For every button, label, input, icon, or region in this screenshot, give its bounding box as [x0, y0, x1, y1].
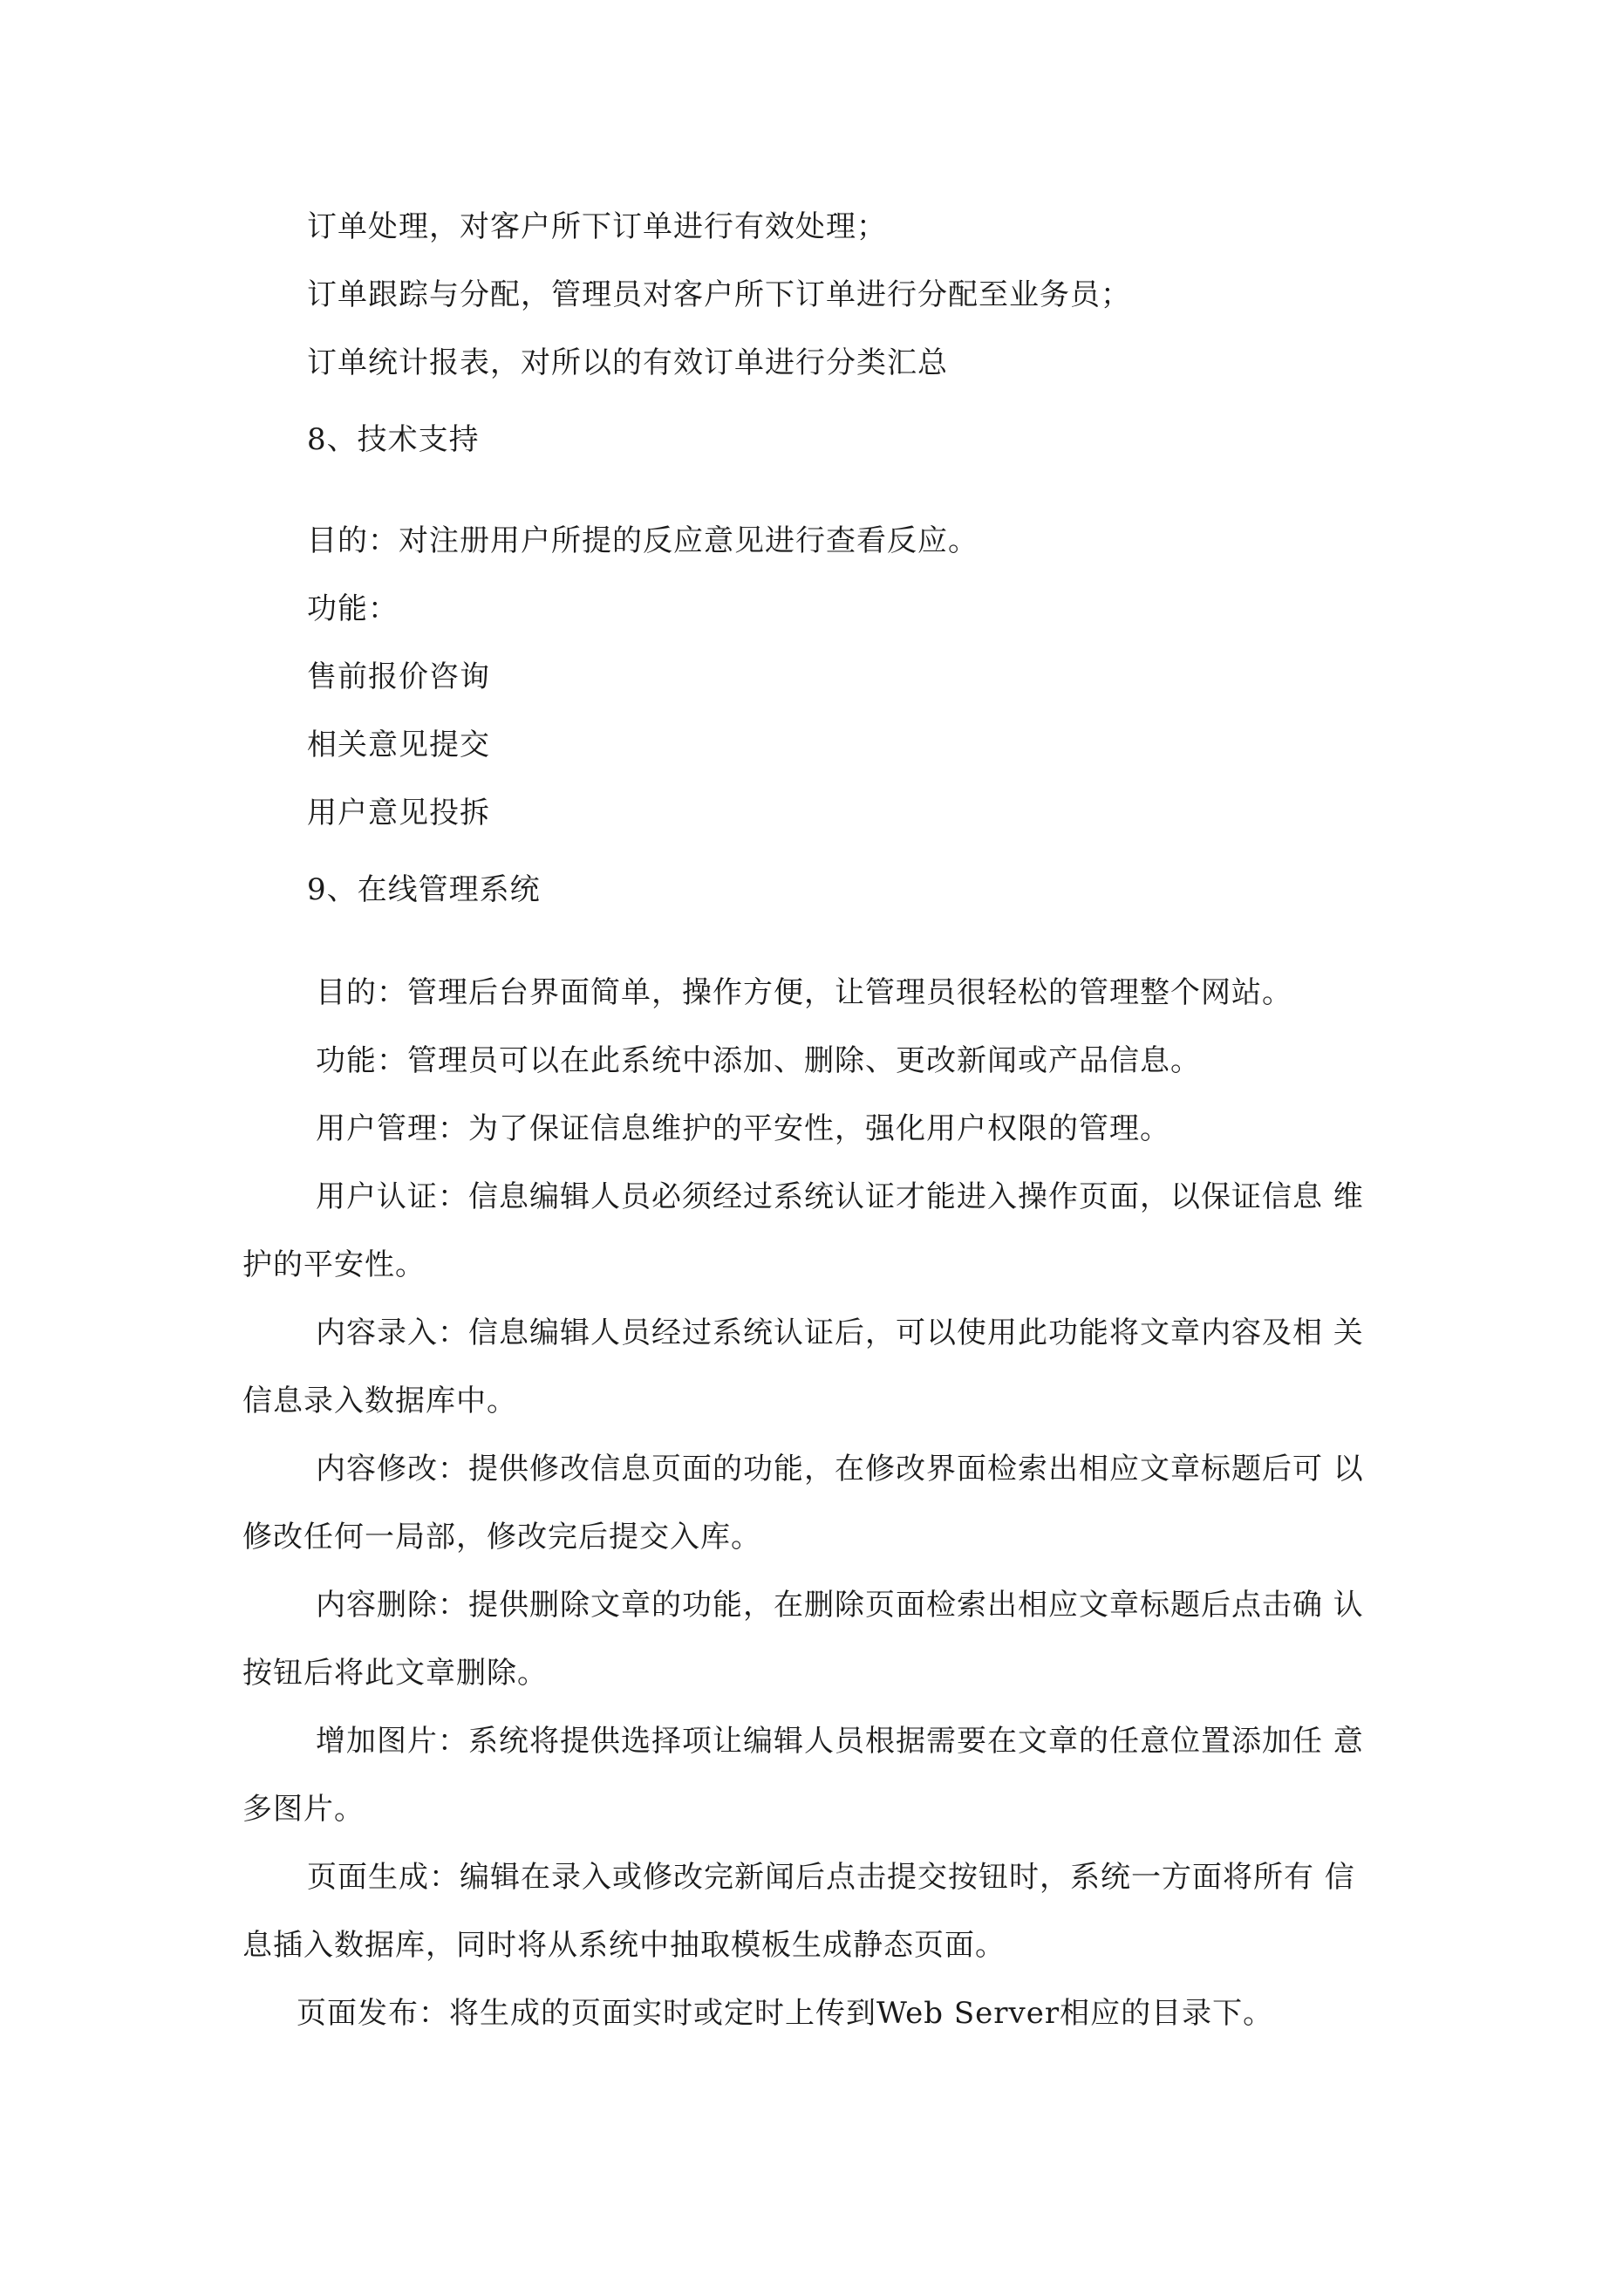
paragraph-line: 修改任何一局部，修改完后提交入库。 — [242, 1520, 761, 1555]
paragraph-line: 息插入数据库，同时将从系统中抽取模板生成静态页面。 — [242, 1928, 1006, 1963]
text-line: 用户管理：为了保证信息维护的平安性，强化用户权限的管理。 — [316, 1111, 1170, 1146]
paragraph-line: 内容修改：提供修改信息页面的功能，在修改界面检索出相应文章标题后可 以 — [316, 1452, 1364, 1486]
list-item: 售前报价咨询 — [307, 659, 490, 694]
paragraph-line: 护的平安性。 — [242, 1247, 426, 1282]
text-line: 目的：管理后台界面简单，操作方便，让管理员很轻松的管理整个网站。 — [316, 975, 1292, 1010]
paragraph-line: 用户认证：信息编辑人员必须经过系统认证才能进入操作页面，以保证信息 维 — [316, 1179, 1364, 1214]
text-line: 订单跟踪与分配，管理员对客户所下订单进行分配至业务员； — [307, 277, 1131, 312]
text-line: 目的：对注册用户所提的反应意见进行查看反应。 — [307, 523, 979, 558]
paragraph-line: 增加图片：系统将提供选择项让编辑人员根据需要在文章的任意位置添加任 意 — [316, 1724, 1364, 1759]
text-line: 页面发布：将生成的页面实时或定时上传到Web Server相应的目录下。 — [297, 1996, 1274, 2031]
list-item: 用户意见投拆 — [307, 796, 490, 830]
section-heading: 8、技术支持 — [307, 422, 480, 457]
paragraph-line: 信息录入数据库中。 — [242, 1384, 517, 1418]
text-line: 订单统计报表，对所以的有效订单进行分类汇总 — [307, 345, 948, 380]
section-heading: 9、在线管理系统 — [307, 872, 541, 907]
list-item: 相关意见提交 — [307, 728, 490, 762]
text-line: 订单处理，对客户所下订单进行有效处理； — [307, 209, 887, 244]
text-line: 功能：管理员可以在此系统中添加、删除、更改新闻或产品信息。 — [316, 1043, 1201, 1078]
paragraph-line: 内容录入：信息编辑人员经过系统认证后，可以使用此功能将文章内容及相 关 — [316, 1315, 1364, 1350]
paragraph-line: 多图片。 — [242, 1792, 365, 1827]
paragraph-line: 页面生成：编辑在录入或修改完新闻后点击提交按钮时，系统一方面将所有 信 — [307, 1860, 1355, 1895]
text-line: 功能： — [307, 591, 399, 626]
paragraph-line: 按钮后将此文章删除。 — [242, 1656, 548, 1691]
paragraph-line: 内容删除：提供删除文章的功能，在删除页面检索出相应文章标题后点击确 认 — [316, 1588, 1364, 1623]
